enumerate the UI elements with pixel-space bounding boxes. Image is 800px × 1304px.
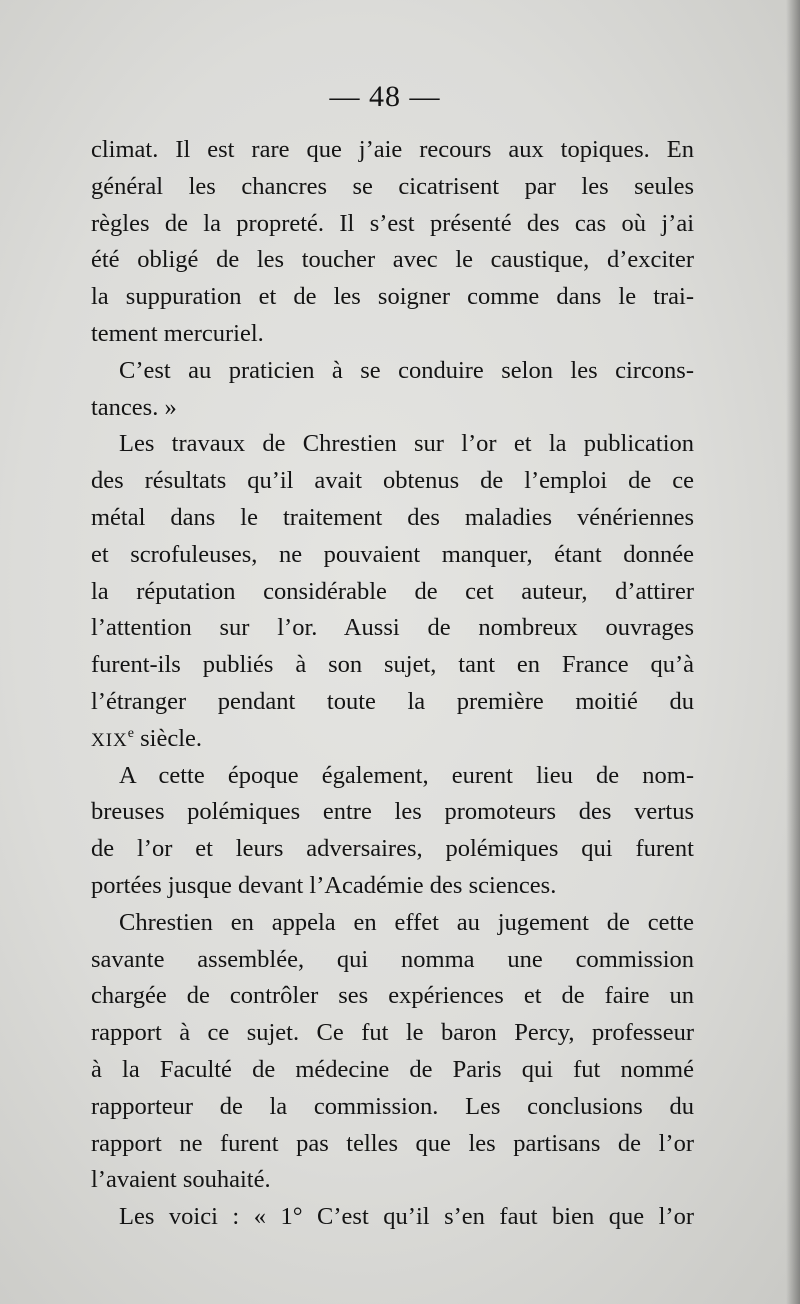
- text-line: l’étranger pendant toute la première moitié du: [91, 687, 694, 715]
- text-line: Chrestien en appela en effet au jugement de cette: [119, 908, 694, 936]
- text-fragment: siècle.: [140, 724, 203, 752]
- paragraph-5: [91, 905, 694, 1199]
- text-line: métal dans le traitement des maladies vénériennes: [91, 503, 694, 531]
- text-line: rapport ne furent pas telles que les partisans de l’or: [91, 1129, 694, 1157]
- text-line: été obligé de les toucher avec le caustique, d’exciter: [91, 246, 694, 274]
- paragraph-2: [91, 353, 694, 427]
- text-line: règles de la propreté. Il s’est présenté des cas où j’ai: [91, 209, 694, 237]
- text-line-century: [91, 721, 694, 758]
- text-line: portées jusque devant l’Académie des sciences.: [91, 871, 557, 899]
- text-line: furent-ils publiés à son sujet, tant en France qu’à: [91, 651, 694, 679]
- text-line: l’avaient souhaité.: [91, 1166, 271, 1194]
- text-line: de l’or et leurs adversaires, polémiques qui furent: [91, 835, 694, 863]
- century-superscript: e: [127, 725, 134, 741]
- paragraph-6: [91, 1199, 694, 1236]
- text-line: et scrofuleuses, ne pouvaient manquer, étant donnée: [91, 540, 694, 568]
- century-numeral: XIX: [91, 729, 128, 751]
- text-line: savante assemblée, qui nomma une commission: [91, 945, 694, 973]
- text-line: à la Faculté de médecine de Paris qui fut nommé: [91, 1055, 694, 1083]
- text-line: climat. Il est rare que j’aie recours aux topiques. En: [91, 136, 694, 163]
- text-line: rapport à ce sujet. Ce fut le baron Percy, professeur: [91, 1019, 694, 1047]
- text-line: l’attention sur l’or. Aussi de nombreux ouvrages: [91, 614, 694, 642]
- paragraph-4: [91, 758, 694, 905]
- text-line: A cette époque également, eurent lieu de nom-: [119, 761, 694, 789]
- text-line: la suppuration et de les soigner comme dans le trai-: [91, 283, 694, 311]
- text-line: Les voici : « 1° C’est qu’il s’en faut bien que l’or: [119, 1203, 694, 1231]
- paragraph-1: [91, 132, 694, 353]
- text-line: breuses polémiques entre les promoteurs des vertus: [91, 798, 694, 826]
- text-line: tement mercuriel.: [91, 319, 264, 347]
- paragraph-3: [91, 426, 694, 757]
- text-line: des résultats qu’il avait obtenus de l’emploi de ce: [91, 467, 694, 495]
- text-line: C’est au praticien à se conduire selon les circons-: [119, 356, 694, 384]
- page-number: — 48 —: [329, 80, 441, 113]
- text-line: Les travaux de Chrestien sur l’or et la publication: [119, 430, 694, 458]
- text-line: tances. »: [91, 393, 177, 421]
- text-line: la réputation considérable de cet auteur, d’attirer: [91, 577, 694, 605]
- text-line: rapporteur de la commission. Les conclusions du: [91, 1092, 694, 1120]
- text-line: chargée de contrôler ses expériences et de faire un: [91, 982, 694, 1010]
- body-text: [91, 132, 694, 1236]
- text-line: général les chancres se cicatrisent par les seules: [91, 172, 694, 200]
